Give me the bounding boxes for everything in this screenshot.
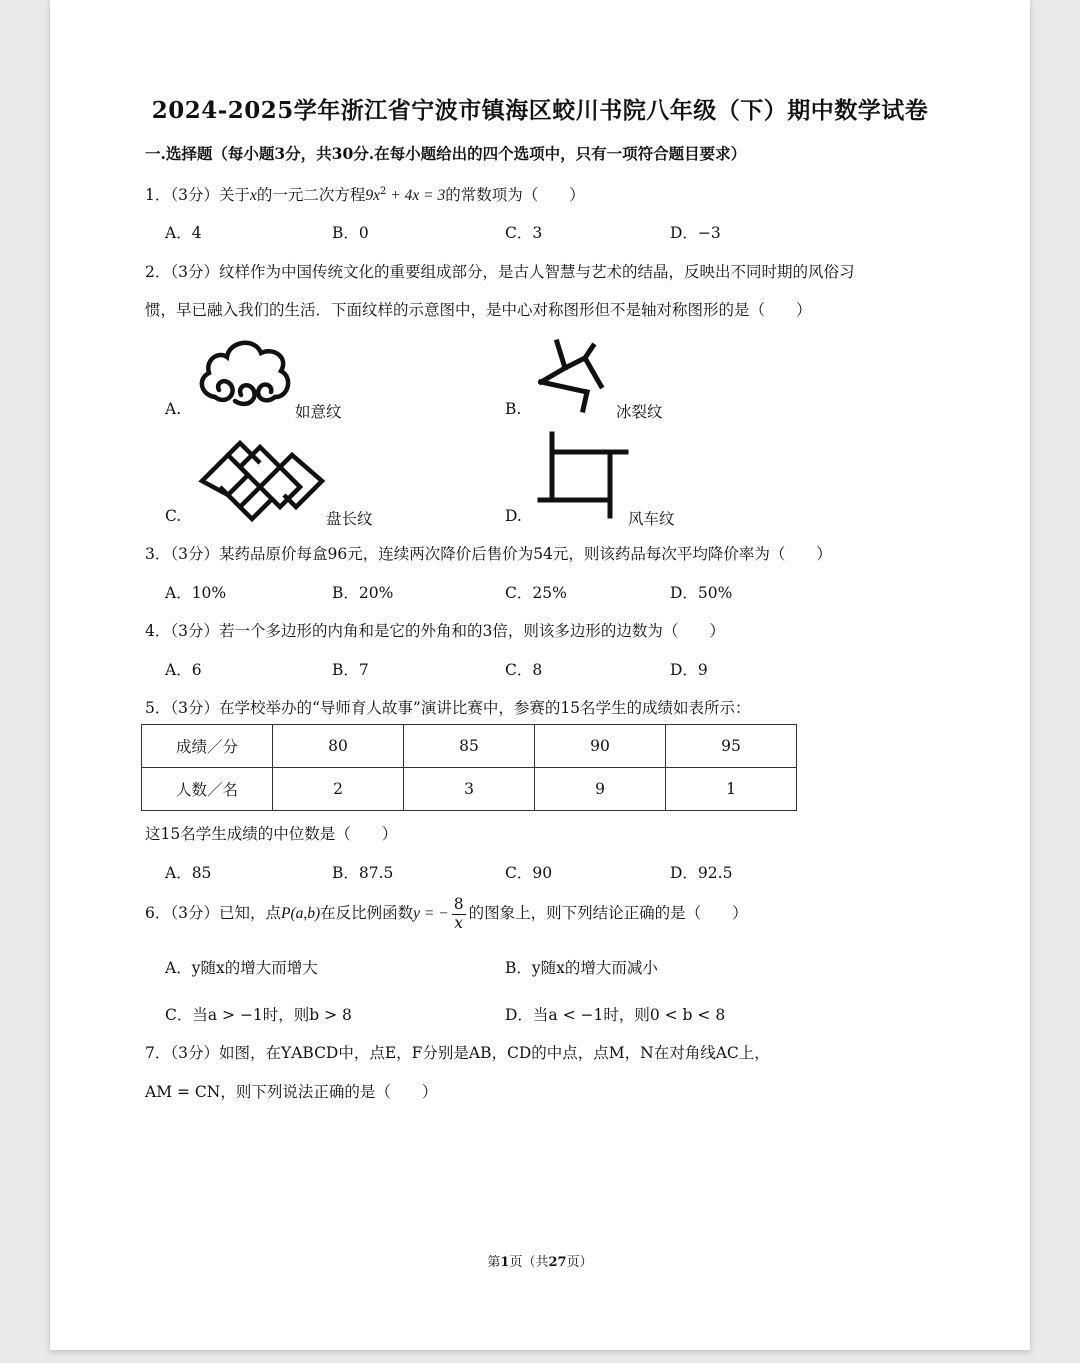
q1-stem-b: 的一元二次方程 bbox=[256, 186, 366, 204]
table-cell: 人数／名 bbox=[142, 768, 273, 811]
page-footer bbox=[50, 1251, 1030, 1270]
table-cell: 1 bbox=[666, 768, 797, 811]
q1-option-d[interactable]: D．−3 bbox=[670, 224, 721, 242]
question-6 bbox=[145, 892, 748, 935]
table-cell: 3 bbox=[404, 768, 535, 811]
q5-question: 这15名学生成绩的中位数是（ ） bbox=[145, 825, 398, 843]
q5-stem: 5．（3分）在学校举办的“导师育人故事”演讲比赛中，参赛的15名学生的成绩如表所示： bbox=[145, 699, 751, 717]
q1-stem-c: 的常数项为（ ） bbox=[445, 186, 585, 204]
table-cell: 95 bbox=[666, 725, 797, 768]
q1-option-b[interactable]: B．0 bbox=[332, 224, 369, 242]
ruyi-pattern-icon bbox=[195, 335, 295, 415]
table-cell: 80 bbox=[273, 725, 404, 768]
q6-stem-c: 的图象上，则下列结论正确的是（ ） bbox=[468, 904, 748, 922]
q6-function-lhs: y = − bbox=[413, 905, 449, 922]
table-row bbox=[142, 725, 797, 768]
q3-option-b[interactable]: B．20% bbox=[332, 584, 394, 602]
q6-option-d[interactable]: D．当a < −1时，则0 < b < 8 bbox=[505, 1006, 726, 1024]
endless-knot-pattern-icon bbox=[198, 442, 326, 520]
q2-option-b-key[interactable]: B. bbox=[505, 400, 522, 418]
q7-stem-line2: AM = CN，则下列说法正确的是（ ） bbox=[145, 1083, 438, 1101]
q2-option-d-caption: 风车纹 bbox=[628, 510, 675, 528]
q4-stem: 4．（3分）若一个多边形的内角和是它的外角和的3倍，则该多边形的边数为（ ） bbox=[145, 622, 725, 640]
q5-option-c[interactable]: C．90 bbox=[505, 864, 553, 882]
q5-option-b[interactable]: B．87.5 bbox=[332, 864, 394, 882]
exam-page bbox=[50, 0, 1030, 1350]
q3-option-d[interactable]: D．50% bbox=[670, 584, 733, 602]
q1-equation-b: + 4x = 3 bbox=[386, 187, 446, 204]
q4-option-a[interactable]: A．6 bbox=[165, 661, 202, 679]
page-title: 2024-2025学年浙江省宁波市镇海区蛟川书院八年级（下）期中数学试卷 bbox=[151, 97, 929, 124]
ice-crack-pattern-icon bbox=[535, 338, 615, 418]
table-row bbox=[142, 768, 797, 811]
q2-option-a-key[interactable]: A. bbox=[165, 400, 182, 418]
footer-prefix: 第 bbox=[487, 1255, 501, 1270]
fraction-denominator: x bbox=[454, 913, 464, 932]
table-cell: 成绩／分 bbox=[142, 725, 273, 768]
q2-option-c-key[interactable]: C. bbox=[165, 507, 182, 525]
q6-stem-a: 6．（3分）已知，点 bbox=[145, 904, 281, 922]
q5-option-a[interactable]: A．85 bbox=[165, 864, 212, 882]
q3-option-a[interactable]: A．10% bbox=[165, 584, 227, 602]
q2-stem-line2: 惯，早已融入我们的生活．下面纹样的示意图中，是中心对称图形但不是轴对称图形的是（ ） bbox=[145, 301, 812, 319]
q4-option-b[interactable]: B．7 bbox=[332, 661, 369, 679]
q3-stem: 3．（3分）某药品原价每盒96元，连续两次降价后售价为54元，则该药品每次平均降价率为（ ） bbox=[145, 545, 832, 563]
q6-option-c[interactable]: C．当a > −1时，则b > 8 bbox=[165, 1006, 352, 1024]
q1-option-a[interactable]: A．4 bbox=[165, 224, 202, 242]
footer-suffix: 页） bbox=[566, 1255, 593, 1270]
score-table bbox=[141, 724, 797, 811]
q1-exponent: 2 bbox=[380, 185, 387, 197]
q2-stem-line1: 2．（3分）纹样作为中国传统文化的重要组成部分，是古人智慧与艺术的结晶，反映出不同时期的风俗习 bbox=[145, 263, 855, 281]
current-page-number: 1 bbox=[500, 1255, 510, 1270]
q1-stem-a: 1．（3分）关于 bbox=[145, 186, 250, 204]
q2-option-c-caption: 盘长纹 bbox=[326, 510, 373, 528]
fraction-numerator: 8 bbox=[453, 895, 464, 914]
q4-option-d[interactable]: D．9 bbox=[670, 661, 708, 679]
q1-variable: x bbox=[249, 187, 257, 204]
q6-point: P(a,b) bbox=[280, 905, 321, 922]
q1-equation-a: 9x bbox=[365, 187, 381, 204]
q2-option-d-key[interactable]: D. bbox=[505, 507, 522, 525]
table-cell: 2 bbox=[273, 768, 404, 811]
total-page-count: 27 bbox=[548, 1255, 567, 1270]
q3-option-c[interactable]: C．25% bbox=[505, 584, 567, 602]
q2-option-a-caption: 如意纹 bbox=[295, 403, 342, 421]
q6-stem-b: 在反比例函数 bbox=[320, 904, 414, 922]
q4-option-c[interactable]: C．8 bbox=[505, 661, 543, 679]
q6-option-b[interactable]: B．y随x的增大而减小 bbox=[505, 959, 658, 977]
table-cell: 9 bbox=[535, 768, 666, 811]
q2-option-b-caption: 冰裂纹 bbox=[616, 403, 663, 421]
table-cell: 85 bbox=[404, 725, 535, 768]
table-cell: 90 bbox=[535, 725, 666, 768]
q6-option-a[interactable]: A．y随x的增大而增大 bbox=[165, 959, 318, 977]
q7-stem-line1: 7．（3分）如图，在ҮABCD中，点E，F分别是AB，CD的中点，点M，N在对角线AC上， bbox=[145, 1044, 770, 1062]
pinwheel-pattern-icon bbox=[538, 430, 630, 522]
q6-fraction bbox=[452, 896, 466, 931]
footer-middle: 页（共 bbox=[509, 1255, 549, 1270]
question-1 bbox=[145, 183, 585, 205]
section-heading: 一.选择题（每小题3分，共30分.在每小题给出的四个选项中，只有一项符合题目要求） bbox=[145, 144, 747, 163]
q5-option-d[interactable]: D．92.5 bbox=[670, 864, 733, 882]
q1-option-c[interactable]: C．3 bbox=[505, 224, 543, 242]
